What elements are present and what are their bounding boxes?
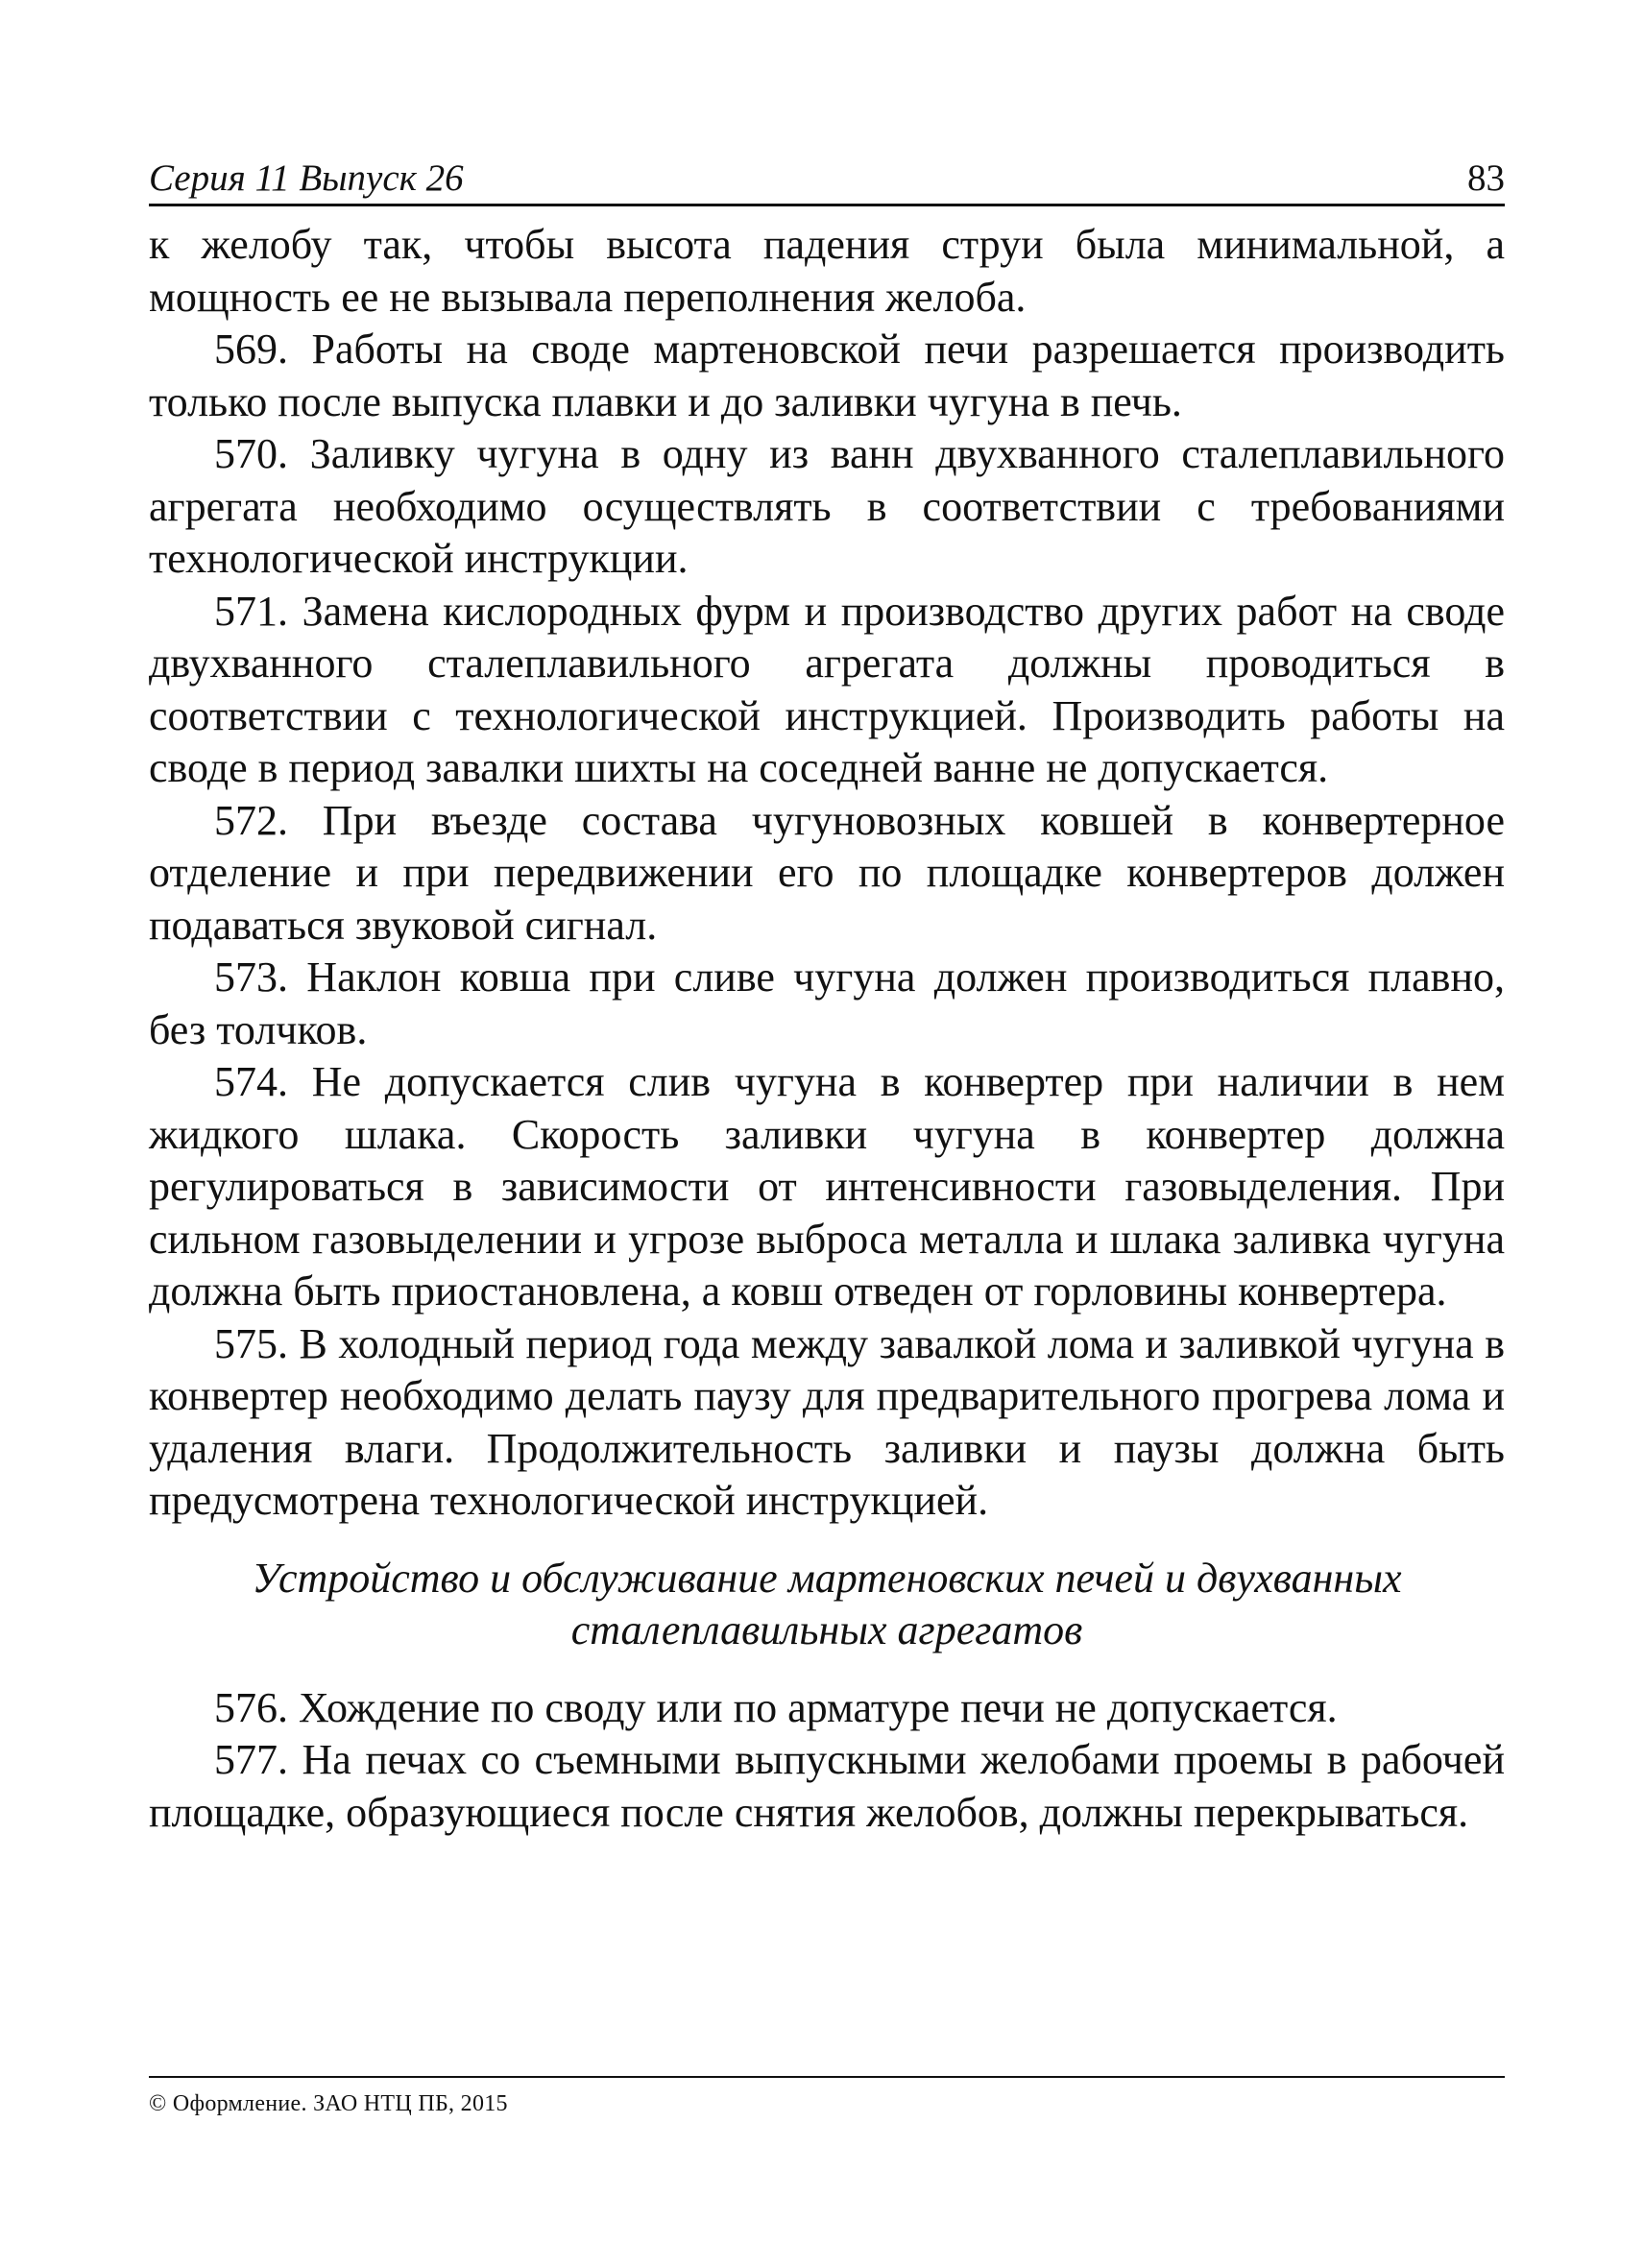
- paragraph-570: 570. Заливку чугуна в одну из ванн двухванного сталеплавильного агрегата необходимо осуществлять в соответствии с требованиями технологической инструкции.: [149, 430, 1505, 582]
- paragraph-572: 572. При въезде состава чугуновозных ковшей в конвертерное отделение и при передвижении его по площадке конвертеров должен подаваться звуковой сигнал.: [149, 796, 1505, 949]
- paragraph-575: 575. В холодный период года между завалкой лома и заливкой чугуна в конвертер необходимо делать паузу для предварительного прогрева лома и удаления влаги. Продолжительность заливки и паузы должна быть предусмотрена технологической инструкцией.: [149, 1319, 1505, 1524]
- footer-copyright: © Оформление. ЗАО НТЦ ПБ, 2015: [149, 2076, 1505, 2117]
- paragraph-569: 569. Работы на своде мартеновской печи разрешается производить только после выпуска плавки и до заливки чугуна в печь.: [149, 326, 1505, 425]
- series-title: Серия 11 Выпуск 26: [149, 157, 464, 199]
- running-header: [149, 144, 1505, 206]
- paragraph-continuation: к желобу так, чтобы высота падения струи была минимальной, а мощность ее не вызывала переполнения желоба.: [149, 221, 1505, 321]
- body-text: [149, 219, 1505, 1839]
- section-heading: Устройство и обслуживание мартеновских печей и двухванных сталеплавильных агрегатов: [252, 1554, 1402, 1653]
- paragraph-576: 576. Хождение по своду или по арматуре печи не допускается.: [214, 1683, 1338, 1731]
- paragraph-571: 571. Замена кислородных фурм и производство других работ на своде двухванного сталеплавильного агрегата должны проводиться в соответствии с технологической инструкцией. Производить работы на своде в период завалки шихты на соседней ванне не допускается.: [149, 587, 1505, 791]
- paragraph-573: 573. Наклон ковша при сливе чугуна должен производиться плавно, без толчков.: [149, 953, 1505, 1053]
- page-number: 83: [1467, 157, 1505, 199]
- document-page: [149, 144, 1505, 2160]
- paragraph-574: 574. Не допускается слив чугуна в конвертер при наличии в нем жидкого шлака. Скорость заливки чугуна в конвертер должна регулироваться в зависимости от интенсивности газовыделения. При сильном газовыделении и угрозе выброса металла и шлака заливка чугуна должна быть приостановлена, а ковш отведен от горловины конвертера.: [149, 1058, 1505, 1315]
- paragraph-577: 577. На печах со съемными выпускными желобами проемы в рабочей площадке, образующиеся после снятия желобов, должны перекрываться.: [149, 1736, 1505, 1836]
